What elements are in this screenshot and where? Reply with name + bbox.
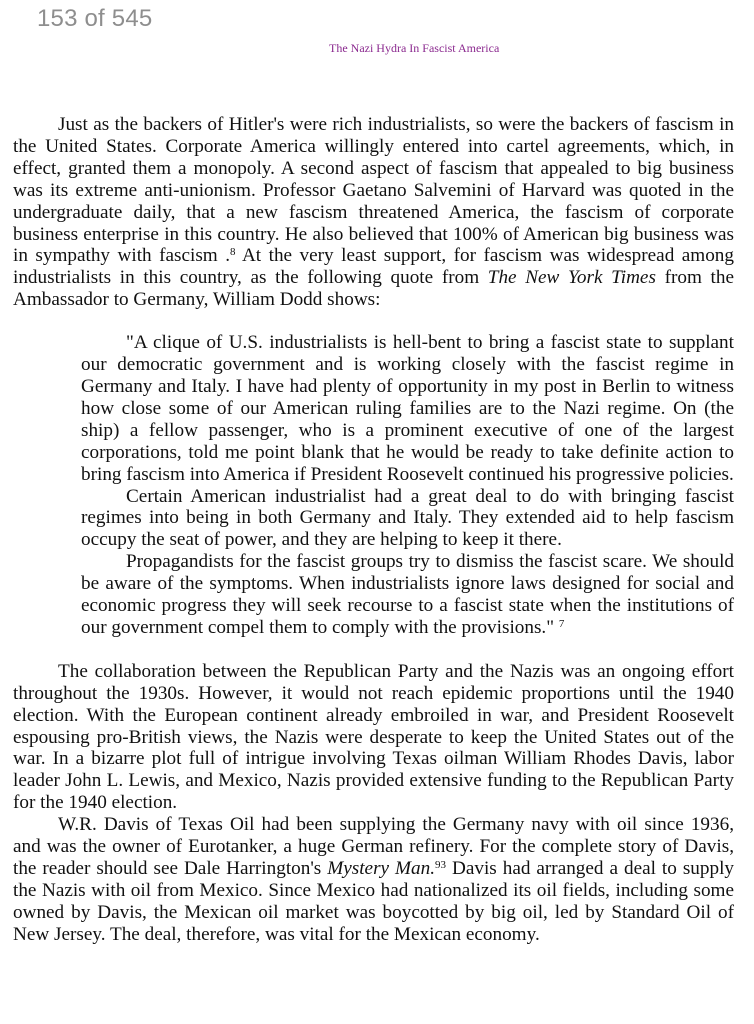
paragraph-2: The collaboration between the Republican Party and the Nazis was an ongoing effort throughout the 1930s. However, it would not reach epidemic proportions until the 1940 election. With the European continent already embroiled in war, and President Roosevelt espousing pro-British views, the Nazis were desperate to keep the United States out of the war. In a bizarre plot full of intrigue involving Texas oilman William Rhodes Davis, labor leader John L. Lewis, and Mexico, Nazis provided extensive funding to the Republican Party for the 1940 election. bbox=[13, 660, 734, 814]
publication-title: The New York Times bbox=[487, 267, 656, 289]
footnote-ref[interactable]: 8 bbox=[230, 246, 236, 259]
book-title: Mystery Man. bbox=[327, 858, 435, 879]
paragraph-3: W.R. Davis of Texas Oil had been supplying the Germany navy with oil since 1936, and was the owner of Eurotanker, a huge German refinery. For the complete story of Davis, the reader should see Dale Harrington's Mystery Man.$^{93}$ Davis had arranged a deal to supply the Nazis with oil from Mexico. Since Mexico had nationalized its oil fields, including some owned by Davis, the Mexican oil market was boycotted by big oil, led by Standard Oil of New Jersey. The deal, therefore, was vital for the Mexican economy. bbox=[13, 814, 735, 945]
page-counter: 153 of 545 bbox=[37, 5, 153, 32]
paragraph-1: Just as the backers of Hitler's were rich industrialists, so were the backers of fascism in the United States. Corporate America willingly entered into cartel agreements, which, in effect, granted them a monopoly. A second aspect of fascism that appealed to big business was its extreme anti-unionism. Professor Gaetano Salvemini of Harvard was quoted in the undergraduate daily, that a new fascism threatened America, the fascism of corporate business enterprise in this country. He also believed that 100% of American big business was in sympathy with fascism .$^8$ At the very least support, for fascism was widespread among industrialists in this country, as the following quote from The New York Times from the Ambassador to Germany, William Dodd shows: bbox=[13, 114, 734, 311]
page-body bbox=[13, 114, 734, 946]
block-quote bbox=[81, 332, 734, 639]
quote-paragraph-1: "A clique of U.S. industrialists is hell-bent to bring a fascist state to supplant our democratic government and is working closely with the fascist regime in Germany and Italy. I have had plenty of opportunity in my post in Berlin to witness how close some of our American ruling families are to the Nazi regime. On (the ship) a fellow passenger, who is a prominent executive of one of the largest corporations, told me point blank that he would be ready to take definite action to bring fascism into America if President Roosevelt continued his progressive policies. bbox=[81, 332, 734, 485]
quote-paragraph-3: Propagandists for the fascist groups try to dismiss the fascist scare. We should be aware of the symptoms. When industrialists ignore laws designed for social and economic progress they will seek recourse to a fascist state when the institutions of our government compel them to comply with the provisions." $^7$ bbox=[81, 551, 734, 638]
running-title: The Nazi Hydra In Fascist America bbox=[329, 41, 500, 55]
footnote-ref[interactable]: 7 bbox=[558, 617, 565, 630]
footnote-ref[interactable]: 93 bbox=[435, 859, 446, 871]
quote-paragraph-2: Certain American industrialist had a great deal to do with bringing fascist regimes into being in both Germany and Italy. They extended aid to help fascism occupy the seat of power, and they are helping to keep it there. bbox=[81, 485, 734, 551]
